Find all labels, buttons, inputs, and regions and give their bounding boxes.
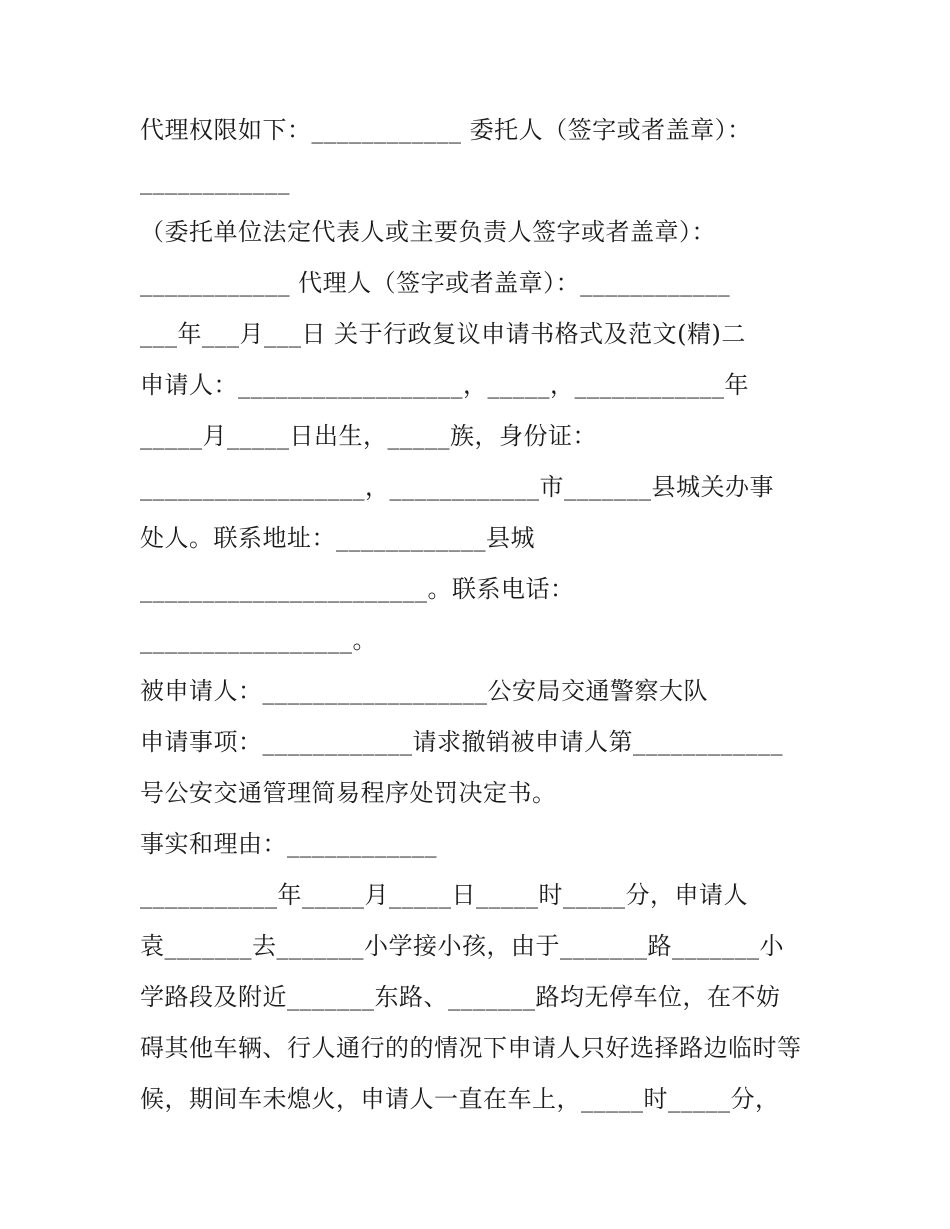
document-line: 事实和理由：____________ xyxy=(140,830,437,858)
document-line: 学路段及附近_______东路、_______路均无停车位，在不妨 xyxy=(140,983,781,1011)
document-line: 被申请人：__________________公安局交通警察大队 xyxy=(140,677,708,705)
document-line: ____________ 代理人（签字或者盖章）：____________ xyxy=(140,269,731,297)
document-line: 候，期间车未熄火，申请人一直在车上，_____时_____分， xyxy=(140,1085,780,1113)
document-line: _____月_____日出生，_____族，身份证： xyxy=(140,422,597,450)
document-line: ____________ xyxy=(140,167,290,195)
document-page xyxy=(140,105,830,1125)
document-line: _________________。 xyxy=(140,626,377,654)
document-line: （委托单位法定代表人或主要负责人签字或者盖章）： xyxy=(140,218,716,246)
document-line: 号公安交通管理简易程序处罚决定书。 xyxy=(140,779,557,807)
document-line: 碍其他车辆、行人通行的的情况下申请人只好选择路边临时等 xyxy=(140,1034,802,1062)
document-line: 代理权限如下：____________ 委托人（签字或者盖章）： xyxy=(140,116,752,144)
document-line: 申请事项：____________请求撤销被申请人第____________ xyxy=(140,728,783,756)
document-line: 袁_______去_______小学接小孩，由于_______路_______小 xyxy=(140,932,784,960)
document-line: ___________年_____月_____日_____时_____分，申请人 xyxy=(140,881,748,909)
document-line: _______________________。联系电话： xyxy=(140,575,575,603)
document-line: ___年___月___日 关于行政复议申请书格式及范文(精)二 xyxy=(140,320,746,348)
document-line: 申请人：__________________，_____，____________年 xyxy=(140,371,749,399)
document-line: 处人。联系地址：____________县城 xyxy=(140,524,535,552)
document-line: __________________，____________市_______县城关办事 xyxy=(140,473,774,501)
